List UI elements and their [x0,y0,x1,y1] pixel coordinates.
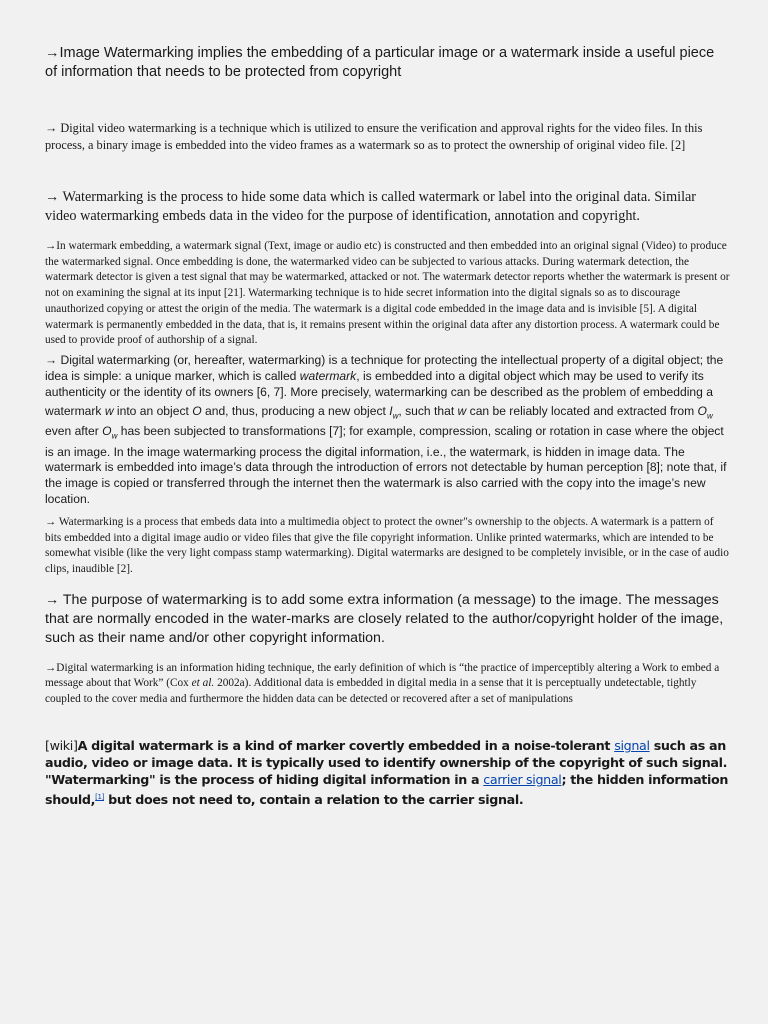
paragraph-information-hiding [45,661,730,707]
paragraph-digital-watermarking-definition [45,353,735,508]
paragraph-watermarking-process: → Watermarking is the process to hide some data which is called watermark or label into the original data. Similar video watermarking embeds data in the video for the purpose of identification, annotation and copyright. [45,189,697,224]
math-symbol-i: I [389,403,393,418]
footnote-reference-link[interactable]: [1] [95,792,105,801]
text-segment: A digital watermark is a kind of marker covertly embedded in a noise-tolerant [77,738,615,753]
text-segment: has been subjected to transformations [7]; for example, compression, scaling or rotation in case where the object is an image. In the image watermarking process the digital information, i.e., the watermark, is hidden in image data. The watermark is embedded into image’s data through the introduction of errors not detectable by human perception [8]; note that, if the image is copied or transferred through the internet then the watermark is also carried with the copy into the image’s new location. [45,424,727,507]
math-subscript-w: w [392,411,399,421]
math-symbol-o: O [697,403,707,418]
signal-link[interactable]: signal [614,738,650,753]
watermark-term: watermark [299,368,357,383]
paragraph-watermarking-purpose: → The purpose of watermarking is to add some extra information (a message) to the image. The messages that are normally encoded in the water-marks are closely related to the author/copyright holder of the image, such as their name and/or other copyright information. [45,592,724,646]
text-segment: ; the hidden information should, [45,772,729,807]
math-subscript-w: w [706,411,713,421]
paragraph-multimedia-watermarking: → Watermarking is a process that embeds data into a multimedia object to protect the owner"s ownership to the objects. A watermark is a pattern of bits embedded into a digital image audio or video files that give the file copyright information. Unlike printed watermarks, which are intended to be somewhat visible (like the very light compass stamp watermarking). Digital watermarks are designed to be completely invisible, or in the case of audio clips, inaudible [2]. [45,516,729,575]
text-segment: and, thus, producing a new object [201,403,390,418]
math-symbol-o: O [102,424,112,439]
carrier-signal-link[interactable]: carrier signal [483,772,562,788]
wiki-prefix: [wiki] [45,738,78,753]
paragraph-video-watermarking: → Digital video watermarking is a technique which is utilized to ensure the verification and approval rights for the video files. In this process, a binary image is embedded into the video frames as a watermark so as to protect the ownership of original video file. [2] [45,121,703,152]
text-segment: →Digital watermarking is an information hiding technique, the early definition of which is “the practice of imperceptibly altering a Work to embed a message about that Work” (Cox [45,662,720,690]
paragraph-image-watermarking: →Image Watermarking implies the embedding of a particular image or a watermark inside a useful piece of information that needs to be protected from copyright [45,45,715,80]
text-segment: → Digital watermarking (or, hereafter, watermarking) is a technique for protecting the intellectual property of a digital object; the idea is simple: a unique marker, which is called [45,353,724,383]
text-segment: even after [45,424,103,439]
math-subscript-w: w [111,431,118,441]
paragraph-wiki-definition [45,737,730,808]
math-symbol-o: O [192,403,202,418]
text-segment: such as an audio, video or image data. It is typically used to identify ownership of the copyright of such signal. "Watermarking" is the process of hiding digital information in a [45,738,728,788]
text-segment: can be reliably located and extracted from [466,403,698,418]
math-symbol-w: w [457,403,467,418]
text-segment: into an object [113,403,193,418]
text-segment: but does not need to, contain a relation to the carrier signal. [104,791,524,807]
text-segment: , is embedded into a digital object which may be used to verify its authenticity or the identity of its owners [6, 7]. More precisely, watermarking can be described as the problem of embedding a watermark [45,368,713,418]
text-segment: 2002a). Additional data is embedded in digital media in a sense that it is perceptually undetectable, tightly coupled to the cover media and furthermore the hidden data can be detected or recovered after a set of manipulations [45,677,697,705]
text-segment: , such that [398,403,458,418]
math-symbol-w: w [104,403,114,418]
paragraph-watermark-embedding: →In watermark embedding, a watermark signal (Text, image or audio etc) is constructed and then embedded into an original signal (Video) to produce the watermarked signal. Once embedding is done, the watermarked video can be subjected to various attacks. During watermark detection, the watermark detector is given a test signal that may be watermarked, attacked or not. The watermark detector reports whether the watermark is present or not on examining the signal at its input [21]. Watermarking technique is to hide secret information into the digital signals so as to discourage unauthorized copying or attest the origin of the media. The watermark is a digital code embedded in the image data and is invisible [5]. A digital watermark is permanently embedded in the data, that is, it remains present within the original data after any distortion process. A watermark could be used to provide proof of authorship of a signal. [45,240,730,347]
citation-et-al: et al. [191,677,215,690]
